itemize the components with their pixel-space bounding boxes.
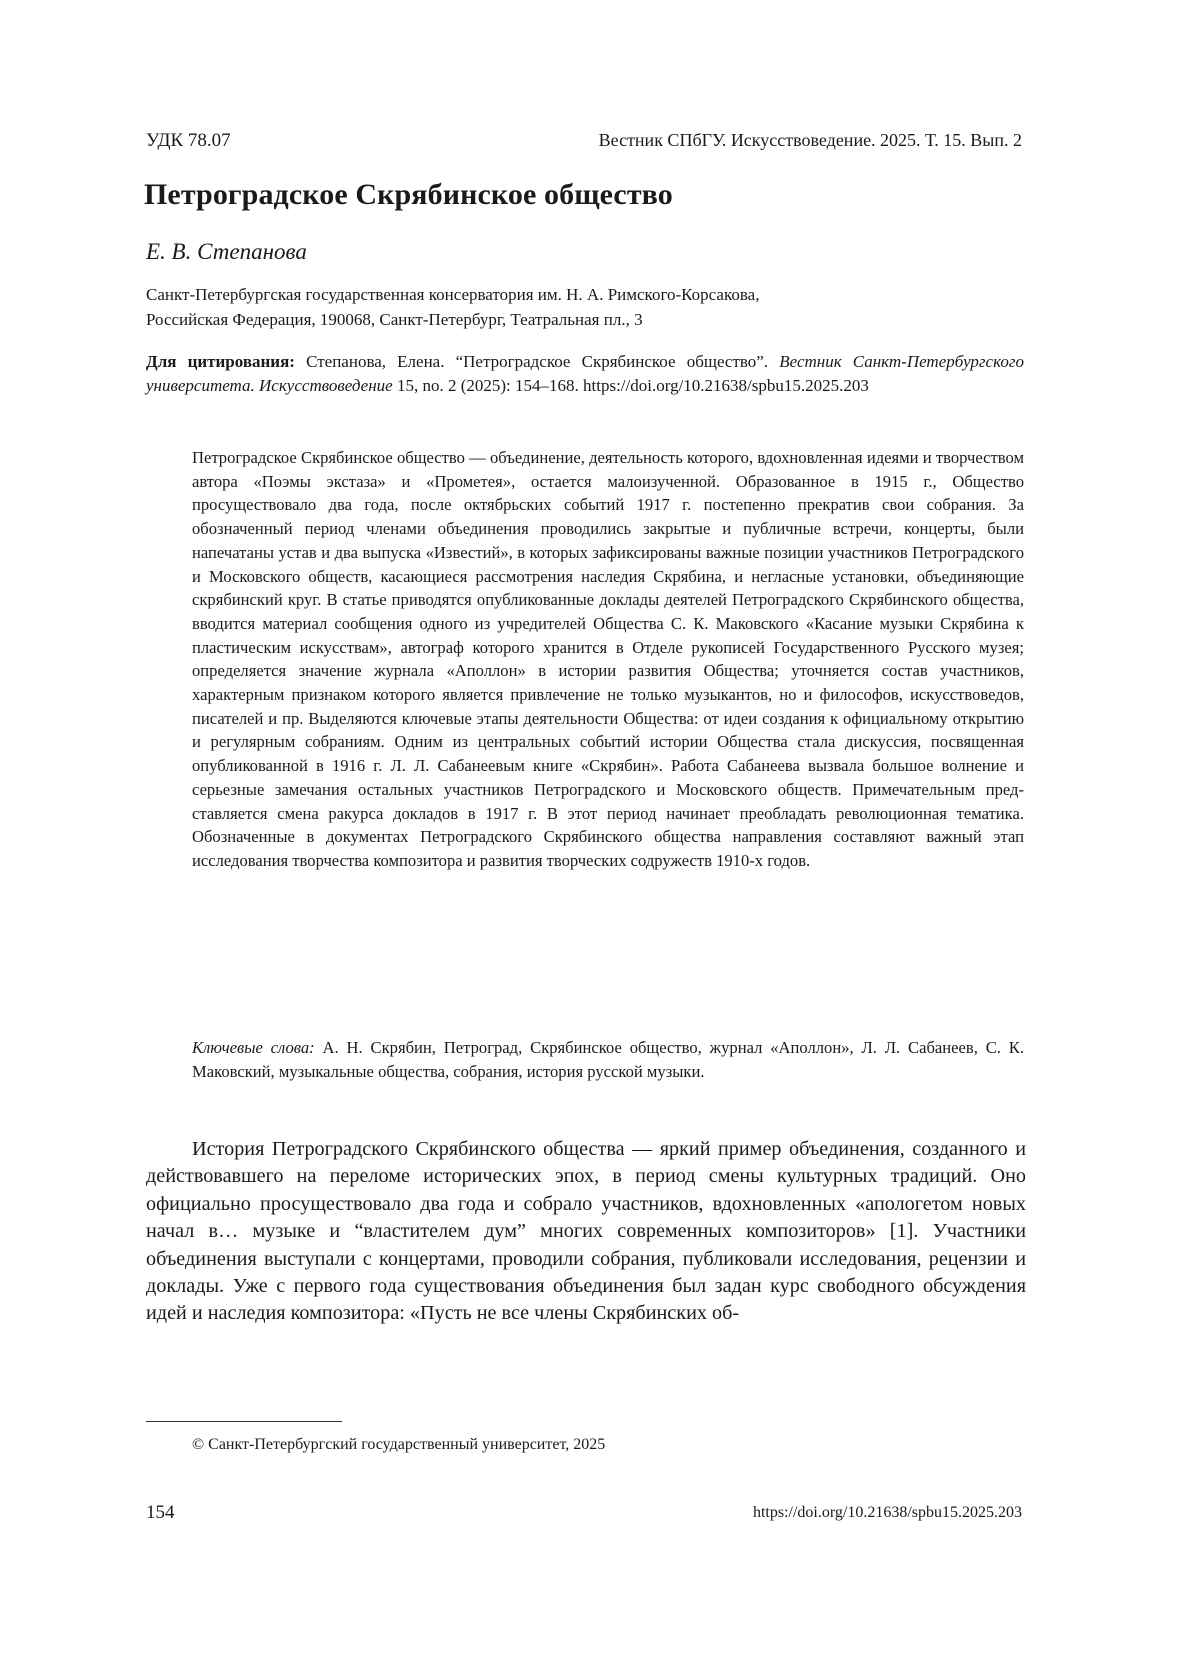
- article-title: Петроградское Скрябинское общество: [144, 178, 673, 211]
- body-paragraph: История Петроградского Скрябинского общества — яркий пример объединения, созданного и действовавшего на переломе исторических эпох, в период смены культурных традиций. Оно официально просуществовало два года и собрало участников, вдохновленных «апологетом новых начал в… музыке и “властителем дум” многих современных композиторов» [1]. Участники объединения выступали с концертами, проводили собрания, публиковали исследования, рецензии и доклады. Уже с первого года существования объединения был задан курс свободного обсуждения идей и наследия композитора: «Пусть не все члены Скрябинских об-: [146, 1138, 1026, 1325]
- article-author: Е. В. Степанова: [146, 239, 307, 264]
- journal-issue: Вестник СПбГУ. Искусствоведение. 2025. Т. 15. Вып. 2: [598, 130, 1022, 150]
- affiliation-line-1: Санкт-Петербургская государственная консерватория им. Н. А. Римского-Корсакова,: [146, 285, 760, 304]
- footnote-divider: [146, 1421, 342, 1422]
- keywords: [192, 1036, 1024, 1084]
- affiliation-line-2: Российская Федерация, 190068, Санкт-Петербург, Театральная пл., 3: [146, 310, 643, 329]
- citation-label: Для цитирования:: [146, 352, 295, 371]
- keywords-label: Ключевые слова:: [192, 1038, 315, 1057]
- citation-text-2: 15, no. 2 (2025): 154–168. https://doi.org/10.21638/spbu15.2025.203: [392, 376, 869, 395]
- udk-code: УДК 78.07: [146, 130, 231, 151]
- affiliation: [146, 282, 1026, 332]
- citation-block: [146, 350, 1024, 398]
- page-number: 154: [146, 1502, 175, 1523]
- copyright-note: © Санкт-Петербургский государственный университет, 2025: [192, 1436, 606, 1453]
- citation-text-1: Степанова, Елена. “Петроградское Скрябинское общество”.: [306, 352, 780, 371]
- citation-journal: Вестник Санкт-Петербургского университета. Искусствоведение: [146, 352, 1025, 395]
- keywords-text: А. Н. Скрябин, Петроград, Скрябинское общество, журнал «Аполлон», Л. Л. Сабанеев, С. К. Маковский, музыкальные общества, собрания, история русской музыки.: [192, 1038, 1025, 1081]
- abstract: Петроградское Скрябинское общество — объединение, деятельность которого, вдохновленная идеями и творчеством автора «Поэмы экстаза» и «Прометея», остается малоизученной. Образованное в 1915 г., Общество просуществовало два года, после октябрьских событий 1917 г. постепенно прекратив свои собрания. За обозначенный период членами объединения проводились закрытые и публичные встречи, концерты, были напечатаны устав и два выпуска «Известий», в которых зафиксированы важные позиции участников Петроградского и Московского обществ, касающиеся рассмотрения наследия Скрябина, и негласные установки, объединяющие скрябинский круг. В статье приводятся опубликованные доклады деятелей Петроградского Скрябинского общества, вводится материал сообщения одного из учредителей Общества С. К. Маковского «Касание музыки Скрябина к пластическим искусствам», автограф которого хранится в Отделе рукописей Государственного Русского музея; определяется значение журнала «Аполлон» в истории развития Общества; уточняется состав участников, характерным признаком которого является привлечение не только музыкантов, но и философов, искусствоведов, писателей и пр. Выделяются ключевые этапы деятельности Общества: от идеи создания к официальному открытию и регулярным собраниям. Одним из центральных событий истории Общества стала дискуссия, посвященная опубликованной в 1916 г. Л. Л. Сабанеевым книге «Скрябин». Работа Сабанеева вызвала большое волнение и серьезные замечания остальных участников Петроградского и Московского обществ. Примечательным представляется смена ракурса докладов в 1917 г. В этот период начинает преобладать революционная тематика. Обозначенные в документах Петроградского Скрябинского общества направления составляют важный этап исследования творчества композитора и развития творческих содружеств 1910-х годов.: [192, 448, 1024, 870]
- doi-link[interactable]: https://doi.org/10.21638/spbu15.2025.203: [752, 1504, 1022, 1521]
